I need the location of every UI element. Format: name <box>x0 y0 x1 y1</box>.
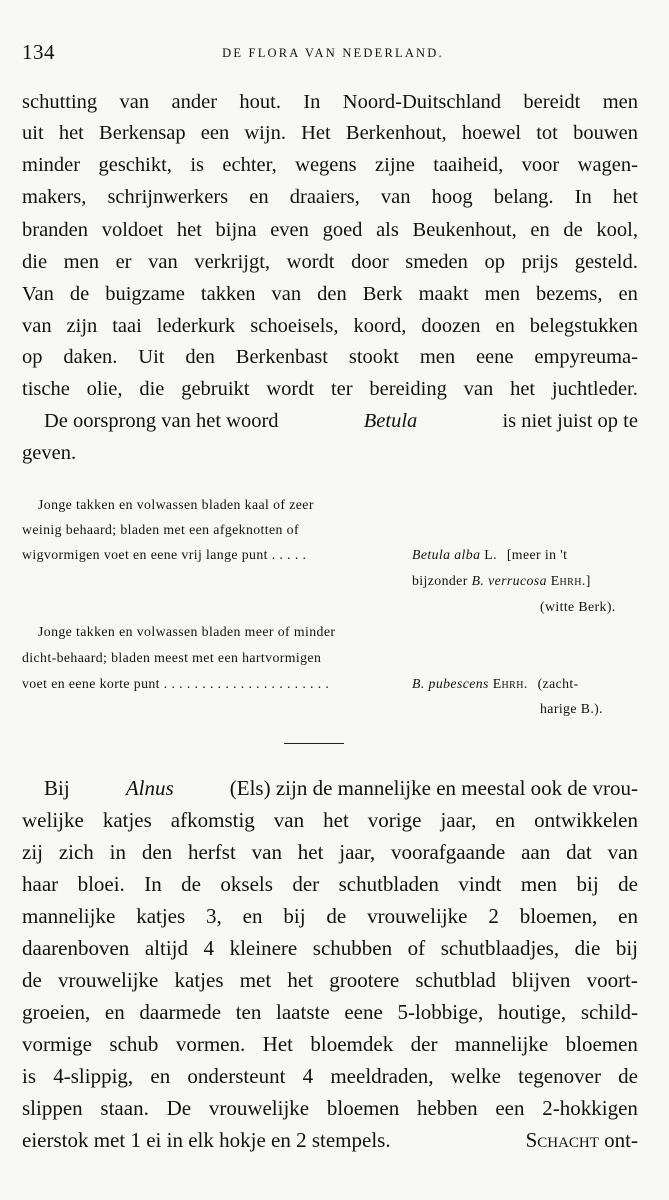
word: verkrijgt, <box>194 251 271 273</box>
word: Berkenbast <box>235 346 328 368</box>
word: kool, <box>596 219 638 241</box>
text-line <box>22 92 638 113</box>
word: van <box>273 808 305 832</box>
word: jaar, <box>339 840 376 864</box>
word: juchtleder. <box>551 378 638 400</box>
word: of <box>407 936 426 960</box>
word: dat <box>566 840 592 864</box>
word: doozen <box>421 315 481 337</box>
text-line <box>44 778 638 799</box>
word: voldoet <box>101 219 164 241</box>
word: vrouwelijke <box>367 904 468 928</box>
word: schutblad <box>415 968 496 992</box>
word: door <box>351 251 389 273</box>
word: grootere <box>329 968 400 992</box>
text-line <box>22 874 638 895</box>
word: men <box>520 872 558 896</box>
text-line <box>22 970 638 991</box>
word: hoewel <box>461 122 522 144</box>
author-name: Schacht <box>525 1128 599 1152</box>
word: van <box>251 840 282 864</box>
word: stookt <box>348 346 399 368</box>
key-line: Jonge takken en volwassen bladen kaal of zeer <box>38 497 314 512</box>
word: schutblaadjes, <box>440 936 560 960</box>
word: voorafgaande <box>390 840 506 864</box>
word: het <box>287 968 314 992</box>
text-line <box>22 220 638 241</box>
word: bij <box>615 936 638 960</box>
word: voort- <box>586 968 638 992</box>
text-line <box>22 123 638 144</box>
word: die <box>139 378 165 400</box>
word: een <box>495 1096 525 1120</box>
word: houtige, <box>497 1000 567 1024</box>
word: haar <box>22 872 59 896</box>
word: schub <box>109 1032 159 1056</box>
word: minder <box>22 154 81 176</box>
species-note-line <box>412 574 591 588</box>
word: is <box>22 1064 37 1088</box>
word: er <box>115 251 132 273</box>
text-line <box>22 1034 638 1055</box>
species-author: L. <box>484 547 497 562</box>
word: takken <box>200 283 256 305</box>
word: bezems, <box>535 283 603 305</box>
word: katjes <box>102 808 152 832</box>
word: men <box>63 251 99 273</box>
text-line <box>22 379 638 400</box>
word: zij <box>22 840 43 864</box>
word: wordt <box>286 251 335 273</box>
word: draaiers, <box>289 186 360 208</box>
section-divider <box>284 743 344 744</box>
word: schoeisels, <box>250 315 339 337</box>
word: Het <box>301 122 331 144</box>
word: 3, <box>206 904 222 928</box>
word: schubben <box>312 936 393 960</box>
word: de <box>563 219 583 241</box>
word: blijven <box>512 968 571 992</box>
word: den <box>185 346 215 368</box>
text-line <box>22 1130 638 1151</box>
key-line: wigvormigen voet en eene vrij lange punt . . . . . <box>22 547 307 562</box>
text-run: De oorsprong van het woord <box>44 410 279 432</box>
common-name: (witte Berk). <box>540 599 616 614</box>
word: gesteld. <box>574 251 638 273</box>
word: welijke <box>22 808 84 832</box>
word: ontwikkelen <box>534 808 638 832</box>
word: uit <box>22 122 44 144</box>
word: prijs <box>521 251 559 273</box>
word: men <box>602 91 638 113</box>
word: vorige <box>367 808 422 832</box>
word: Het <box>262 1032 293 1056</box>
species-author: Ehrh. <box>492 676 528 691</box>
word: men <box>419 346 456 368</box>
text-run: eierstok met 1 ei in elk hokje en 2 stempels. <box>22 1128 391 1152</box>
word: den <box>141 840 173 864</box>
word: smeden <box>405 251 468 273</box>
word: en <box>495 315 515 337</box>
word: katjes <box>174 968 224 992</box>
word: makers, <box>22 186 87 208</box>
word: is <box>190 154 204 176</box>
word: zijne <box>375 154 415 176</box>
word: ander <box>171 91 218 113</box>
species-binomial: Betula alba <box>412 547 481 562</box>
word: der <box>292 872 320 896</box>
text-run: is niet juist op te <box>502 410 638 432</box>
word: aan <box>521 840 551 864</box>
text-run: bijzonder <box>412 573 468 588</box>
word: ten <box>235 1000 262 1024</box>
word: van <box>380 186 411 208</box>
word: en <box>530 219 550 241</box>
word: het <box>323 808 349 832</box>
word: bij <box>576 872 599 896</box>
word: de <box>326 904 347 928</box>
word: wegens <box>295 154 357 176</box>
word: tische <box>22 378 70 400</box>
word: lederkurk <box>156 315 236 337</box>
word: ondersteunt <box>187 1064 286 1088</box>
word: 4 <box>302 1064 314 1088</box>
word: schrijnwerkers <box>107 186 229 208</box>
word: bloemdek <box>310 1032 394 1056</box>
common-name: harige B.). <box>540 701 604 716</box>
word: herfst <box>187 840 236 864</box>
word: bereiding <box>369 378 447 400</box>
word: wordt <box>266 378 315 400</box>
word: eene <box>475 346 514 368</box>
species-note: [meer in 't <box>506 547 568 562</box>
word: hebben <box>416 1096 478 1120</box>
word: bloemen, <box>519 904 598 928</box>
word: Berkenhout, <box>345 122 447 144</box>
species-name <box>412 677 579 691</box>
word: jaar, <box>440 808 477 832</box>
word: het <box>612 186 638 208</box>
word: vrouwelijke <box>208 1096 310 1120</box>
key-line: dicht-behaard; bladen meest met een hartvormigen <box>22 650 322 665</box>
word: olie, <box>86 378 123 400</box>
word: bouwen <box>573 122 638 144</box>
word: vrouwelijke <box>58 968 159 992</box>
word: een <box>200 122 230 144</box>
word: daken. <box>63 346 118 368</box>
word: koord, <box>353 315 407 337</box>
text-line <box>22 906 638 927</box>
word: bijna <box>215 219 257 241</box>
word: wagen- <box>577 154 638 176</box>
word: schutting <box>22 91 98 113</box>
word: empyreuma- <box>534 346 638 368</box>
species-binomial: B. pubescens <box>412 676 489 691</box>
word: hout. <box>239 91 281 113</box>
word: van <box>607 840 638 864</box>
word: voor <box>521 154 560 176</box>
word: de <box>618 1064 638 1088</box>
word: belang. <box>493 186 554 208</box>
text-line <box>22 1098 638 1119</box>
word: In <box>303 91 321 113</box>
word: In <box>574 186 592 208</box>
word: Berk <box>362 283 403 305</box>
word: buigzame <box>105 283 185 305</box>
word: In <box>144 872 162 896</box>
word: vindt <box>458 872 502 896</box>
word: goed <box>322 219 363 241</box>
word: en <box>618 283 638 305</box>
word: meeldraden, <box>330 1064 434 1088</box>
word: zijn <box>66 315 98 337</box>
word: echter, <box>222 154 277 176</box>
word: groeien, <box>22 1000 91 1024</box>
word: daarenboven <box>22 936 130 960</box>
species-binomial: B. verrucosa <box>471 573 547 588</box>
word: ter <box>330 378 353 400</box>
text-line <box>22 316 638 337</box>
genus-name: Alnus <box>125 776 174 800</box>
word: van <box>119 91 150 113</box>
word: die <box>22 251 48 273</box>
text-line <box>22 1066 638 1087</box>
word: der <box>410 1032 438 1056</box>
word: gebruikt <box>181 378 250 400</box>
word: geschikt, <box>98 154 172 176</box>
word: even <box>270 219 309 241</box>
word: 2-hokkigen <box>542 1096 638 1120</box>
word: van <box>148 251 178 273</box>
genus-name: Betula <box>363 410 418 432</box>
word: Uit <box>138 346 165 368</box>
word: mannelijke <box>454 1032 549 1056</box>
text-line <box>22 347 638 368</box>
word: laatste <box>276 1000 330 1024</box>
word: bloemen <box>326 1096 400 1120</box>
species-author: Ehrh.] <box>550 573 591 588</box>
word: van <box>22 315 52 337</box>
word: 4-slippig, <box>53 1064 134 1088</box>
word: de <box>69 283 90 305</box>
word: taaiheid, <box>433 154 504 176</box>
word: branden <box>22 219 89 241</box>
key-line: voet en eene korte punt . . . . . . . . . . . . . . . . . . . . . . <box>22 676 330 691</box>
word: wijn. <box>244 122 286 144</box>
word: met <box>239 968 272 992</box>
page-header <box>22 40 644 70</box>
word: zich <box>58 840 94 864</box>
word: de <box>618 872 638 896</box>
word: en <box>249 186 269 208</box>
species-note: (zacht- <box>537 676 579 691</box>
word: het <box>58 122 84 144</box>
word: 5-lobbige, <box>397 1000 484 1024</box>
word: en <box>242 904 263 928</box>
text-line: geven. <box>22 442 77 464</box>
word: die <box>574 936 601 960</box>
text-line <box>22 155 638 176</box>
word: 4 <box>203 936 215 960</box>
key-line: Jonge takken en volwassen bladen meer of minder <box>38 624 336 639</box>
text-line <box>22 810 638 831</box>
word: altijd <box>144 936 188 960</box>
word: Van <box>22 283 54 305</box>
word: Berkensap <box>99 122 186 144</box>
word: in <box>109 840 126 864</box>
word: afkomstig <box>170 808 255 832</box>
word: en <box>150 1064 171 1088</box>
text-line <box>22 1002 638 1023</box>
text-run <box>526 1130 638 1151</box>
word: belegstukken <box>529 315 638 337</box>
text-line <box>22 842 638 863</box>
text-line <box>22 252 638 273</box>
word: bloemen <box>565 1032 638 1056</box>
word: en <box>618 904 638 928</box>
word: en <box>495 808 516 832</box>
running-title: DE FLORA VAN NEDERLAND. <box>222 46 444 60</box>
word: als <box>376 219 399 241</box>
word: slippen <box>22 1096 83 1120</box>
word: 2 <box>488 904 499 928</box>
word: tot <box>536 122 558 144</box>
word: kleinere <box>229 936 298 960</box>
text-run: (Els) zijn de mannelijke en meestal ook de vrou- <box>229 776 638 800</box>
word: De <box>166 1096 192 1120</box>
word: den <box>317 283 347 305</box>
text-line <box>44 411 638 432</box>
word: tegenover <box>518 1064 601 1088</box>
word: Noord-Duitschland <box>342 91 502 113</box>
page-number: 134 <box>22 40 55 64</box>
word: bij <box>283 904 306 928</box>
text-line <box>22 284 638 305</box>
word: het <box>176 219 202 241</box>
word: men <box>484 283 520 305</box>
word: oksels <box>220 872 273 896</box>
text-line <box>22 187 638 208</box>
word: bereidt <box>523 91 581 113</box>
word: de <box>22 968 42 992</box>
word: maakt <box>418 283 469 305</box>
word: het <box>510 378 536 400</box>
word: welke <box>450 1064 501 1088</box>
word: schild- <box>580 1000 638 1024</box>
word: op <box>22 346 43 368</box>
word: schutbladen <box>338 872 439 896</box>
species-name <box>412 548 567 562</box>
word: mannelijke <box>22 904 116 928</box>
text-run: Bij <box>44 776 70 800</box>
word: en <box>104 1000 125 1024</box>
text-line <box>22 938 638 959</box>
word: eene <box>344 1000 383 1024</box>
key-line: weinig behaard; bladen met een afgeknotten of <box>22 522 299 537</box>
word: daarmede <box>139 1000 222 1024</box>
word: vormen. <box>175 1032 246 1056</box>
word: bloei. <box>77 872 125 896</box>
word: hoog <box>431 186 473 208</box>
word: van <box>463 378 494 400</box>
word: katjes <box>136 904 186 928</box>
word: Beukenhout, <box>412 219 517 241</box>
word: op <box>484 251 506 273</box>
word: het <box>297 840 324 864</box>
word: vormige <box>22 1032 92 1056</box>
word: staan. <box>100 1096 149 1120</box>
word: van <box>271 283 302 305</box>
text-run: ont- <box>604 1128 638 1152</box>
word: de <box>181 872 201 896</box>
word: taai <box>112 315 142 337</box>
